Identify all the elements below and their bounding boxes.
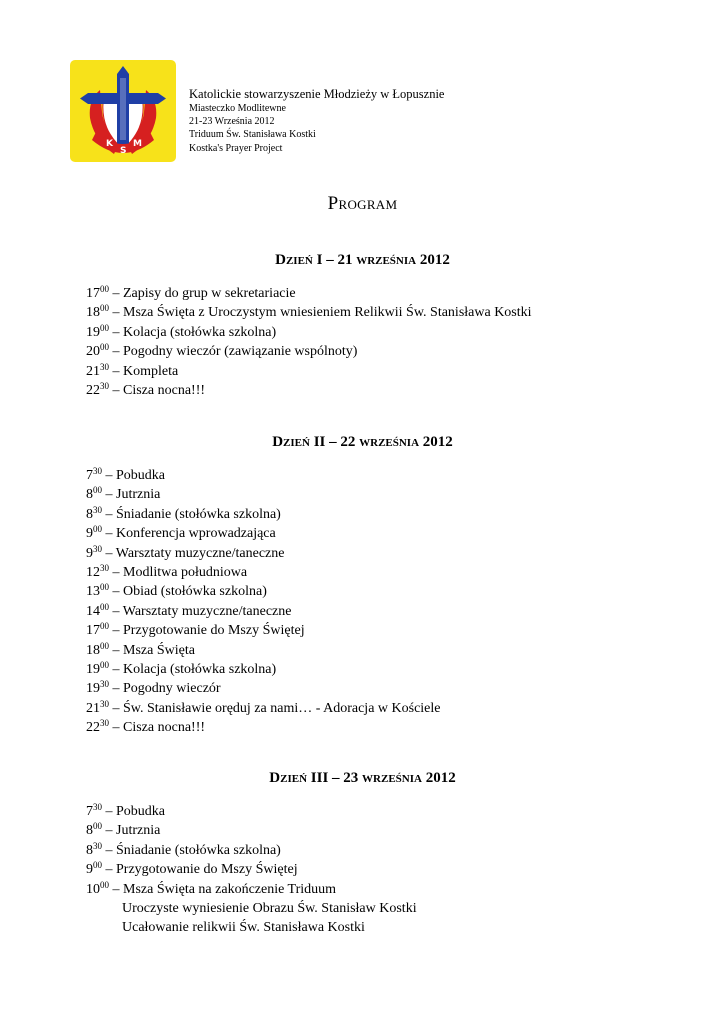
schedule-item — [86, 718, 441, 737]
schedule-hour: 22 — [86, 720, 100, 736]
schedule-item — [86, 899, 417, 918]
schedule-minutes: 30 — [93, 802, 102, 812]
schedule-minutes: 30 — [100, 381, 109, 392]
schedule-hour: 7 — [86, 804, 93, 819]
schedule-activity: – Przygotowanie do Mszy Świętej — [109, 623, 305, 639]
schedule-activity: – Św. Stanisławie oręduj za nami… - Adoracja w Kościele — [109, 700, 441, 716]
schedule-item — [86, 505, 441, 524]
schedule-activity: – Msza Święta z Uroczystym wniesieniem Relikwii Św. Stanisława Kostki — [109, 305, 532, 321]
schedule-hour: 13 — [86, 584, 100, 600]
schedule-hour: 8 — [86, 487, 93, 503]
schedule-item — [86, 381, 532, 400]
schedule-minutes: 30 — [100, 698, 109, 709]
schedule-activity: – Modlitwa południowa — [109, 565, 248, 581]
schedule-minutes: 00 — [100, 342, 109, 353]
schedule-item — [86, 485, 441, 504]
schedule-minutes: 00 — [93, 485, 102, 496]
logo-letter-k: K — [106, 139, 113, 149]
schedule-activity: – Jutrznia — [102, 487, 161, 503]
schedule-minutes: 00 — [100, 621, 109, 632]
schedule-minutes: 30 — [100, 718, 109, 729]
schedule-item — [86, 323, 532, 342]
schedule-activity: – Msza Święta — [109, 642, 195, 658]
schedule-activity: – Śniadanie (stołówka szkolna) — [102, 842, 281, 858]
schedule-item — [86, 362, 532, 381]
schedule-hour: 19 — [86, 324, 100, 340]
schedule-activity: Uroczyste wyniesienie Obrazu Św. Stanisław Kostki — [122, 901, 417, 917]
schedule-hour: 8 — [86, 842, 93, 858]
organization-name: Katolickie stowarzyszenie Młodzieży w Łopusznie — [189, 87, 445, 101]
schedule-activity: – Pogodny wieczór (zawiązanie wspólnoty) — [109, 344, 358, 360]
schedule-minutes: 30 — [93, 840, 102, 851]
schedule-item — [86, 303, 532, 322]
schedule-minutes: 30 — [100, 563, 109, 574]
schedule-hour: 9 — [86, 526, 93, 542]
schedule-hour: 18 — [86, 642, 100, 658]
organization-header — [189, 86, 444, 155]
schedule-item — [86, 699, 441, 718]
day-1-heading: Dzień I – 21 września 2012 — [275, 252, 450, 268]
schedule-activity: – Kolacja (stołówka szkolna) — [109, 324, 277, 340]
schedule-minutes: 00 — [100, 284, 109, 294]
schedule-hour: 22 — [86, 383, 100, 399]
schedule-item — [86, 841, 417, 860]
schedule-activity: – Pobudka — [102, 804, 165, 819]
schedule-activity: – Jutrznia — [102, 823, 161, 839]
schedule-activity: – Kompleta — [109, 363, 179, 379]
schedule-item — [86, 582, 441, 601]
schedule-hour: 18 — [86, 305, 100, 321]
schedule-minutes: 00 — [93, 821, 102, 832]
schedule-hour: 8 — [86, 506, 93, 522]
schedule-hour: 17 — [86, 623, 100, 639]
schedule-item — [86, 524, 441, 543]
schedule-minutes: 30 — [100, 361, 109, 372]
ksm-logo — [70, 60, 176, 162]
event-dates: 21-23 Września 2012 — [189, 116, 275, 128]
schedule-item — [86, 621, 441, 640]
schedule-activity: – Przygotowanie do Mszy Świętej — [102, 862, 298, 878]
schedule-hour: 19 — [86, 662, 100, 678]
schedule-hour: 8 — [86, 823, 93, 839]
schedule-minutes: 00 — [100, 582, 109, 593]
schedule-item — [86, 802, 417, 821]
schedule-minutes: 30 — [93, 466, 102, 476]
schedule-hour: 9 — [86, 545, 93, 561]
schedule-hour: 10 — [86, 881, 100, 897]
schedule-minutes: 00 — [100, 322, 109, 333]
schedule-hour: 19 — [86, 681, 100, 697]
schedule-item — [86, 284, 532, 303]
schedule-hour: 12 — [86, 565, 100, 581]
schedule-hour: 21 — [86, 363, 100, 379]
schedule-activity: – Pogodny wieczór — [109, 681, 221, 697]
schedule-activity: – Zapisy do grup w sekretariacie — [109, 286, 296, 301]
schedule-item — [86, 821, 417, 840]
day-2-heading: Dzień II – 22 września 2012 — [272, 434, 453, 450]
schedule-hour: 20 — [86, 344, 100, 360]
schedule-activity: – Kolacja (stołówka szkolna) — [109, 662, 277, 678]
schedule-activity: – Cisza nocna!!! — [109, 383, 206, 399]
schedule-minutes: 30 — [93, 504, 102, 515]
schedule-minutes: 00 — [93, 860, 102, 871]
schedule-activity: – Warsztaty muzyczne/taneczne — [102, 545, 285, 561]
day-1-schedule — [86, 284, 532, 400]
schedule-minutes: 00 — [100, 601, 109, 612]
day-2-schedule — [86, 466, 441, 738]
schedule-activity: – Pobudka — [102, 468, 165, 483]
schedule-minutes: 00 — [100, 660, 109, 671]
schedule-item — [86, 660, 441, 679]
schedule-activity: – Cisza nocna!!! — [109, 720, 206, 736]
schedule-item — [86, 860, 417, 879]
schedule-minutes: 00 — [93, 524, 102, 535]
schedule-activity: Ucałowanie relikwii Św. Stanisława Kostki — [122, 920, 365, 936]
schedule-item — [86, 679, 441, 698]
logo-letter-s: S — [120, 146, 127, 156]
schedule-minutes: 00 — [100, 640, 109, 651]
page-title: Program — [327, 193, 398, 214]
schedule-activity: – Obiad (stołówka szkolna) — [109, 584, 267, 600]
schedule-activity: – Warsztaty muzyczne/taneczne — [109, 603, 292, 619]
event-name: Triduum Św. Stanisława Kostki — [189, 129, 316, 141]
schedule-minutes: 30 — [93, 543, 102, 554]
schedule-hour: 7 — [86, 468, 93, 483]
schedule-item — [86, 641, 441, 660]
schedule-item — [86, 602, 441, 621]
schedule-item — [86, 563, 441, 582]
schedule-minutes: 00 — [100, 303, 109, 314]
logo-letter-m: M — [133, 139, 142, 149]
schedule-item — [86, 544, 441, 563]
day-3-heading: Dzień III – 23 września 2012 — [269, 770, 456, 786]
schedule-item — [86, 880, 417, 899]
schedule-item — [86, 918, 417, 937]
schedule-activity: – Msza Święta na zakończenie Triduum — [109, 881, 337, 897]
schedule-hour: 21 — [86, 700, 100, 716]
schedule-hour: 9 — [86, 862, 93, 878]
event-place: Miasteczko Modlitewne — [189, 103, 286, 114]
schedule-item — [86, 466, 441, 485]
schedule-activity: – Konferencja wprowadzająca — [102, 526, 276, 542]
schedule-item — [86, 342, 532, 361]
schedule-hour: 17 — [86, 286, 100, 301]
schedule-activity: – Śniadanie (stołówka szkolna) — [102, 506, 281, 522]
project-name: Kostka's Prayer Project — [189, 142, 283, 154]
schedule-hour: 14 — [86, 603, 100, 619]
schedule-minutes: 30 — [100, 679, 109, 690]
schedule-minutes: 00 — [100, 879, 109, 890]
day-3-schedule — [86, 802, 417, 938]
